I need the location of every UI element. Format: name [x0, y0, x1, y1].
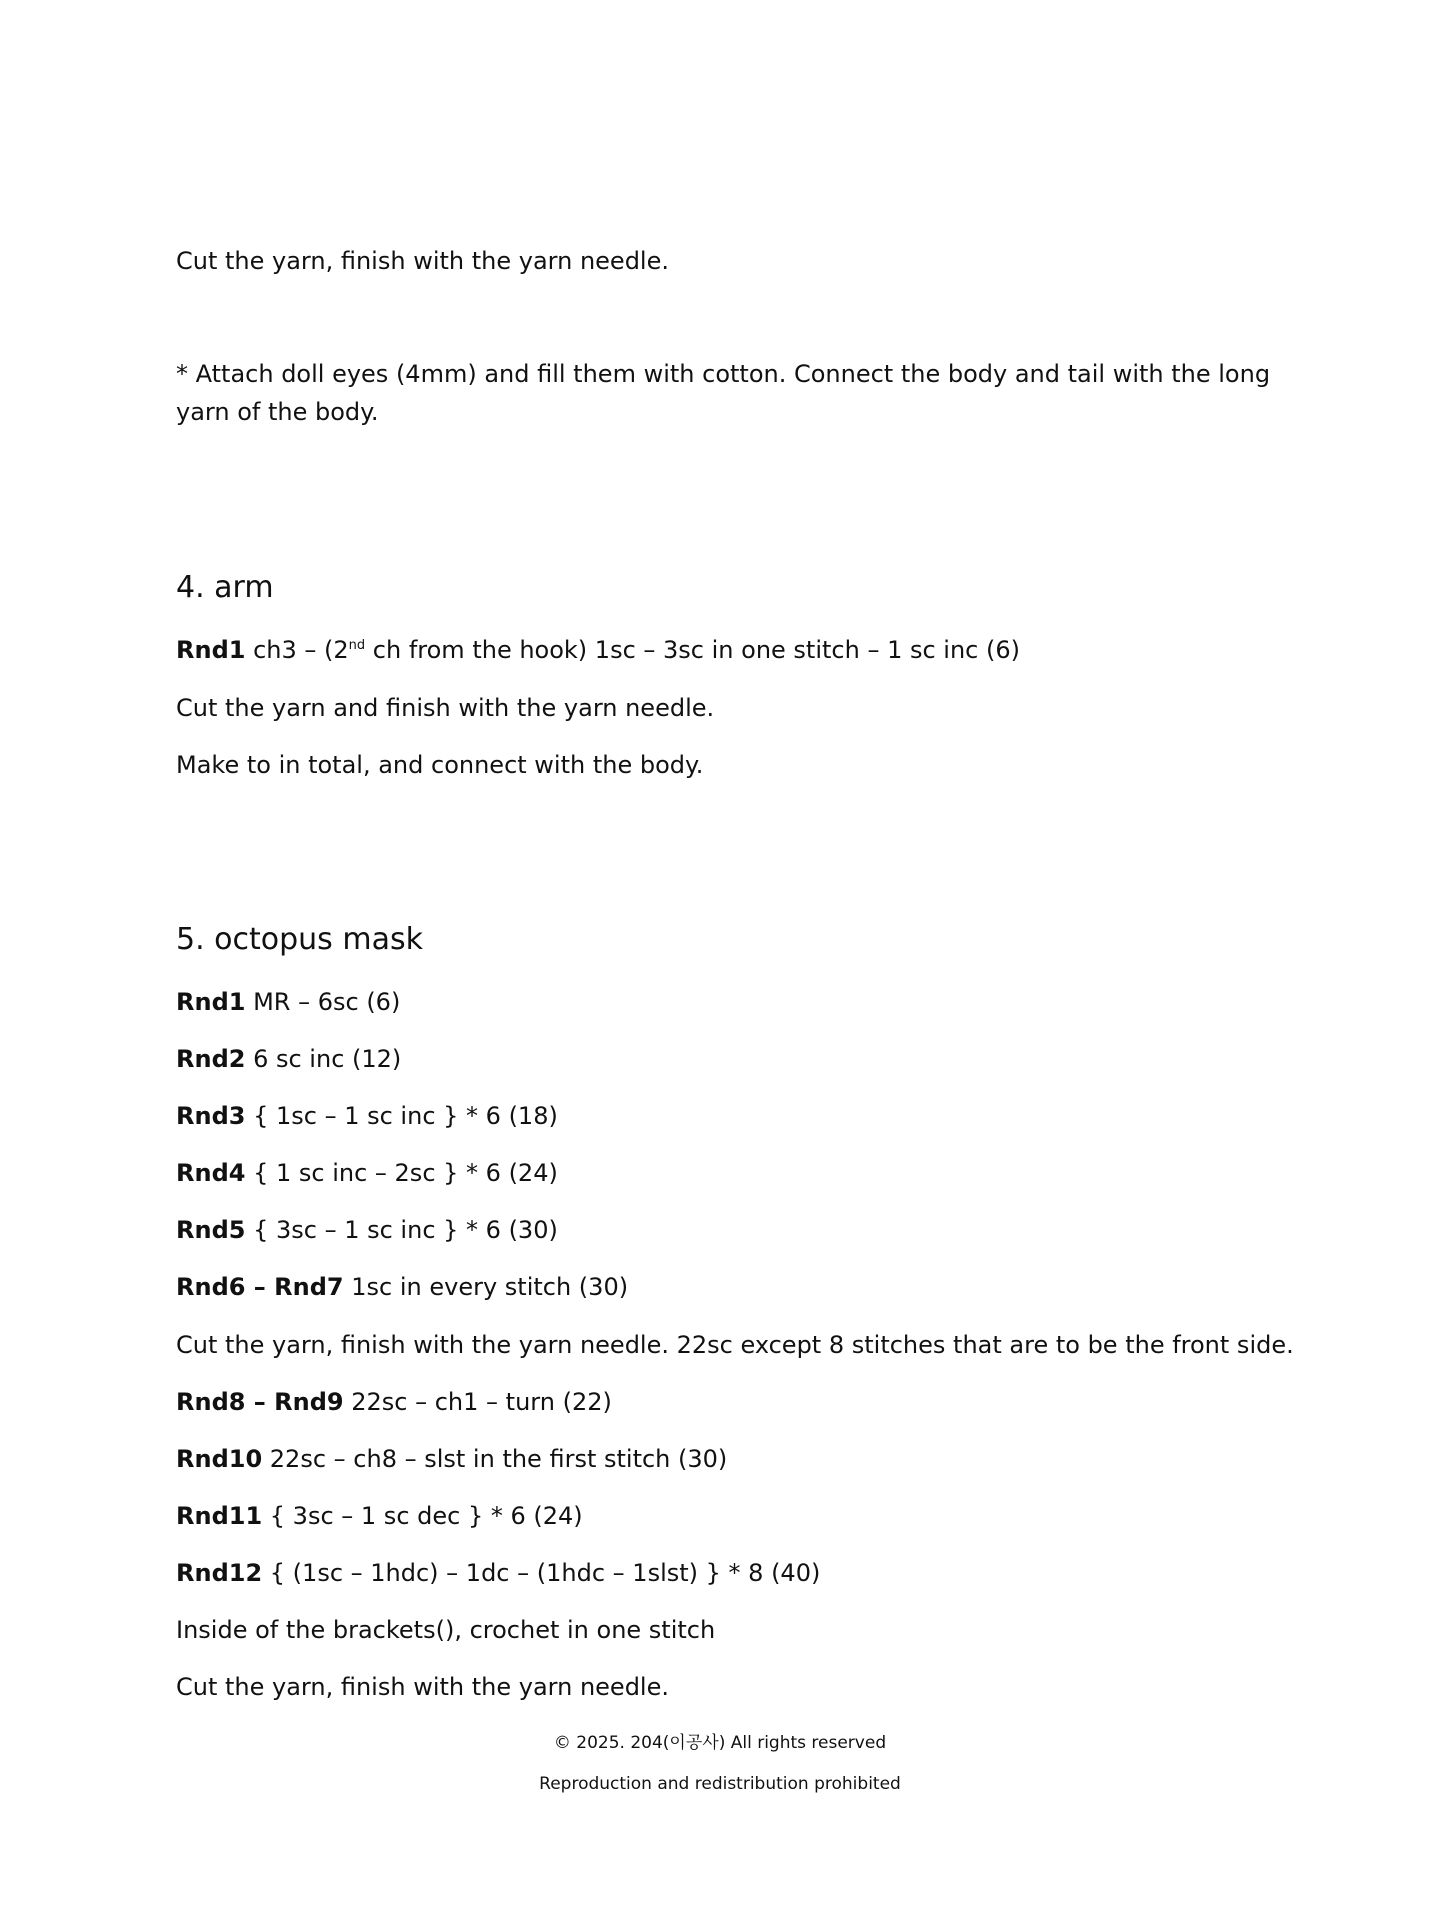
mask-round-2 — [176, 1040, 401, 1078]
mask-round-8-9 — [176, 1383, 612, 1421]
bracket-note-text: Inside of the brackets(), crochet in one stitch — [176, 1616, 716, 1644]
round-text-a: ch3 – (2 — [253, 636, 349, 664]
mask-round-10 — [176, 1440, 727, 1478]
round-label: Rnd11 — [176, 1502, 263, 1530]
round-label: Rnd5 — [176, 1216, 246, 1244]
arm-finish-text: Cut the yarn and finish with the yarn needle. — [176, 694, 715, 722]
mask-heading: 5. octopus mask — [176, 922, 423, 957]
round-text: { 3sc – 1 sc inc } * 6 (30) — [245, 1216, 558, 1244]
round-label: Rnd3 — [176, 1102, 246, 1130]
mask-round-12 — [176, 1554, 820, 1592]
round-text: { 1 sc inc – 2sc } * 6 (24) — [245, 1159, 558, 1187]
round-text: 6 sc inc (12) — [245, 1045, 402, 1073]
arm-heading: 4. arm — [176, 570, 274, 605]
round-text: { (1sc – 1hdc) – 1dc – (1hdc – 1slst) } * 8 (40) — [262, 1559, 821, 1587]
round-text: 22sc – ch1 – turn (22) — [343, 1388, 612, 1416]
round-text-b: ch from the hook) 1sc – 3sc in one stitch – 1 sc inc (6) — [365, 636, 1021, 664]
round-label: Rnd1 — [176, 988, 246, 1016]
round-text: { 3sc – 1 sc dec } * 6 (24) — [262, 1502, 583, 1530]
attach-note-text: * Attach doll eyes (4mm) and fill them with cotton. Connect the body and tail with the long yarn of the body. — [176, 360, 1271, 426]
round-label: Rnd4 — [176, 1159, 246, 1187]
round-text: 1sc in every stitch (30) — [343, 1273, 629, 1301]
mask-round-3 — [176, 1097, 558, 1135]
intro-finish-text: Cut the yarn, finish with the yarn needle. — [176, 247, 669, 275]
mask-round-4 — [176, 1154, 558, 1192]
arm-note-text: Make to in total, and connect with the body. — [176, 751, 704, 779]
ordinal-suffix: nd — [348, 638, 366, 653]
arm-round-1 — [176, 631, 1020, 669]
mask-finish-text: Cut the yarn, finish with the yarn needle. — [176, 1673, 669, 1701]
round-text: { 1sc – 1 sc inc } * 6 (18) — [245, 1102, 558, 1130]
mask-round-5 — [176, 1211, 558, 1249]
round-text: 22sc – ch8 – slst in the first stitch (30) — [262, 1445, 728, 1473]
mask-mid-note: Cut the yarn, finish with the yarn needle. 22sc except 8 stitches that are to be the front side. — [176, 1331, 1294, 1359]
mask-round-1 — [176, 983, 400, 1021]
round-label: Rnd6 – Rnd7 — [176, 1273, 344, 1301]
mask-round-6-7 — [176, 1268, 628, 1306]
copyright-footer: © 2025. 204(이공사) All rights reserved — [553, 1733, 887, 1753]
round-label: Rnd10 — [176, 1445, 263, 1473]
round-text: MR – 6sc (6) — [245, 988, 401, 1016]
mask-round-11 — [176, 1497, 583, 1535]
reproduction-notice: Reproduction and redistribution prohibited — [539, 1774, 901, 1794]
round-label: Rnd12 — [176, 1559, 263, 1587]
round-label: Rnd1 — [176, 636, 246, 664]
round-label: Rnd2 — [176, 1045, 246, 1073]
round-label: Rnd8 – Rnd9 — [176, 1388, 344, 1416]
